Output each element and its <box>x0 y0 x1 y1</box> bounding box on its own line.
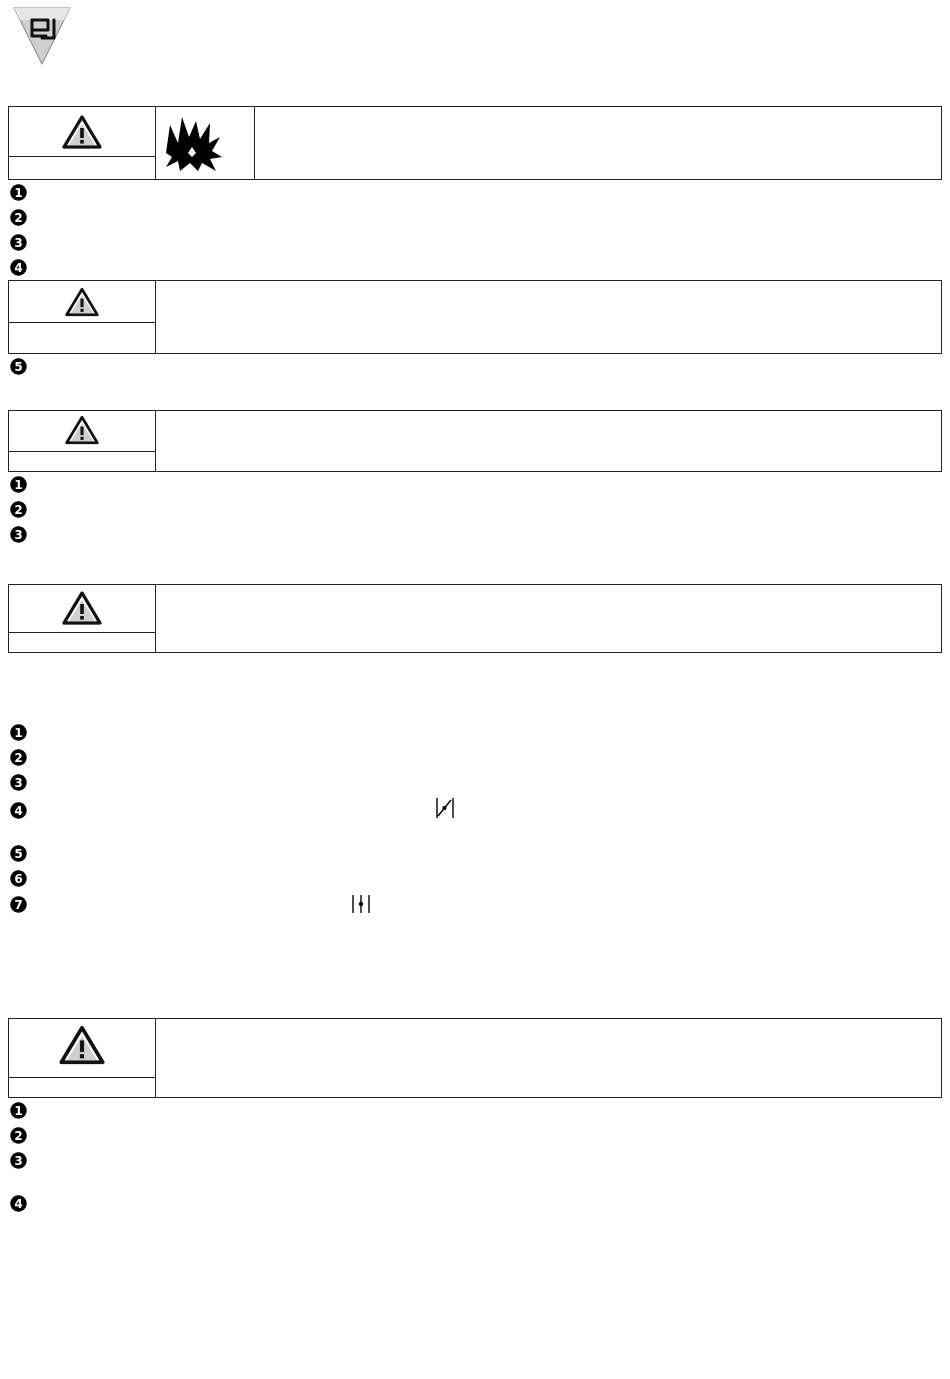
warning-triangle-icon <box>62 115 102 149</box>
svg-text:4: 4 <box>14 1197 23 1211</box>
step-marker-1 <box>10 1102 27 1119</box>
step-marker-3 <box>10 774 27 791</box>
svg-text:3: 3 <box>14 776 23 790</box>
step-marker-5 <box>10 845 27 862</box>
svg-text:1: 1 <box>14 1104 23 1118</box>
warning-box-4 <box>8 584 942 653</box>
svg-text:3: 3 <box>14 528 23 542</box>
warning-box-5 <box>8 1018 942 1098</box>
step-marker-2 <box>10 749 27 766</box>
step-marker-3 <box>10 234 27 251</box>
step-marker-3 <box>10 526 27 543</box>
warning-box-2 <box>8 280 942 354</box>
step-marker-2 <box>10 1127 27 1144</box>
warning-triangle-icon <box>65 287 99 317</box>
svg-text:4: 4 <box>14 261 23 275</box>
switch-open-symbol-icon <box>435 796 455 820</box>
switch-closed-symbol-icon <box>351 893 371 915</box>
step-marker-4 <box>10 802 27 819</box>
step-marker-7 <box>10 896 27 913</box>
step-marker-1 <box>10 724 27 741</box>
svg-text:1: 1 <box>14 186 23 200</box>
step-marker-1 <box>10 184 27 201</box>
step-marker-1 <box>10 476 27 493</box>
warning-box-3 <box>8 410 942 472</box>
warning-triangle-icon <box>59 1025 105 1065</box>
svg-text:2: 2 <box>14 1129 23 1143</box>
step-marker-2 <box>10 209 27 226</box>
manual-logo-icon <box>12 6 72 68</box>
warning-triangle-icon <box>62 591 102 625</box>
svg-text:6: 6 <box>14 872 23 886</box>
explosion-icon <box>162 113 224 173</box>
svg-text:5: 5 <box>14 847 23 861</box>
step-marker-4 <box>10 259 27 276</box>
svg-text:1: 1 <box>14 478 23 492</box>
svg-text:2: 2 <box>14 211 23 225</box>
step-marker-2 <box>10 501 27 518</box>
step-marker-3 <box>10 1152 27 1169</box>
step-marker-5 <box>10 358 27 375</box>
svg-text:7: 7 <box>14 898 23 912</box>
svg-text:3: 3 <box>14 236 23 250</box>
step-marker-6 <box>10 870 27 887</box>
step-marker-4 <box>10 1195 27 1212</box>
svg-text:2: 2 <box>14 503 23 517</box>
svg-text:5: 5 <box>14 360 23 374</box>
svg-text:2: 2 <box>14 751 23 765</box>
warning-triangle-icon <box>65 415 99 445</box>
svg-text:4: 4 <box>14 804 23 818</box>
warning-box-1 <box>8 106 942 180</box>
svg-text:3: 3 <box>14 1154 23 1168</box>
svg-text:1: 1 <box>14 726 23 740</box>
